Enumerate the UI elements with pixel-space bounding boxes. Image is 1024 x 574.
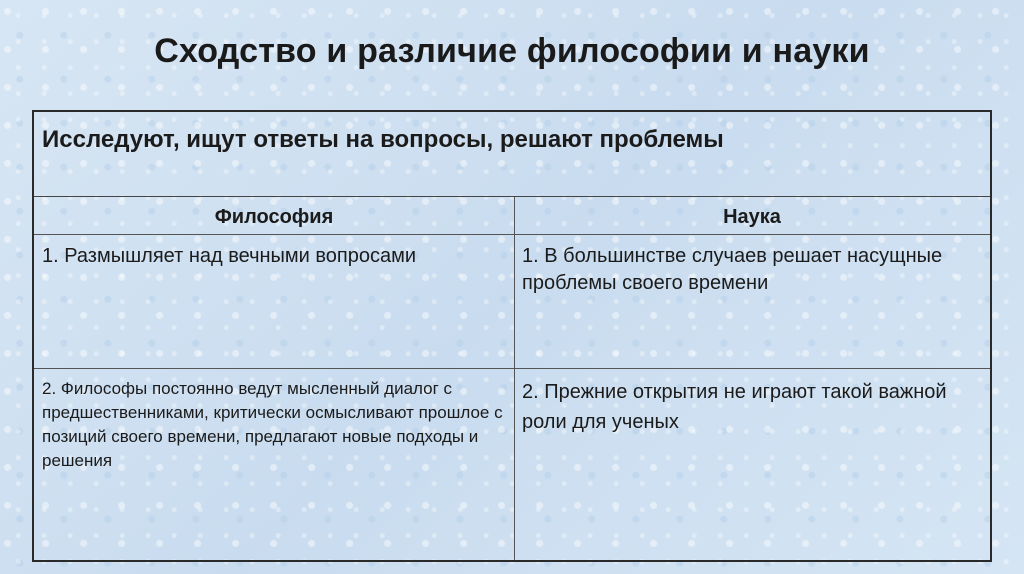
page-title: Сходство и различие философии и науки	[154, 32, 870, 70]
comparison-table	[32, 110, 992, 562]
header-philosophy: Философия	[34, 197, 514, 235]
header-science: Наука	[514, 197, 990, 235]
science-cell-1: 1. В большинстве случаев решает насущные проблемы своего времени	[522, 245, 943, 294]
philosophy-cell-2: 2. Философы постоянно ведут мысленный диалог с предшественниками, критически осмысливают прошлое с позиций своего времени, предлагают новые подходы и решения	[42, 379, 503, 470]
philosophy-cell-1: 1. Размышляет над вечными вопросами	[42, 245, 417, 267]
common-text: Исследуют, ищут ответы на вопросы, решают проблемы	[42, 126, 724, 153]
science-cell-2: 2. Прежние открытия не играют такой важной роли для ученых	[522, 381, 947, 433]
common-row	[34, 112, 990, 197]
